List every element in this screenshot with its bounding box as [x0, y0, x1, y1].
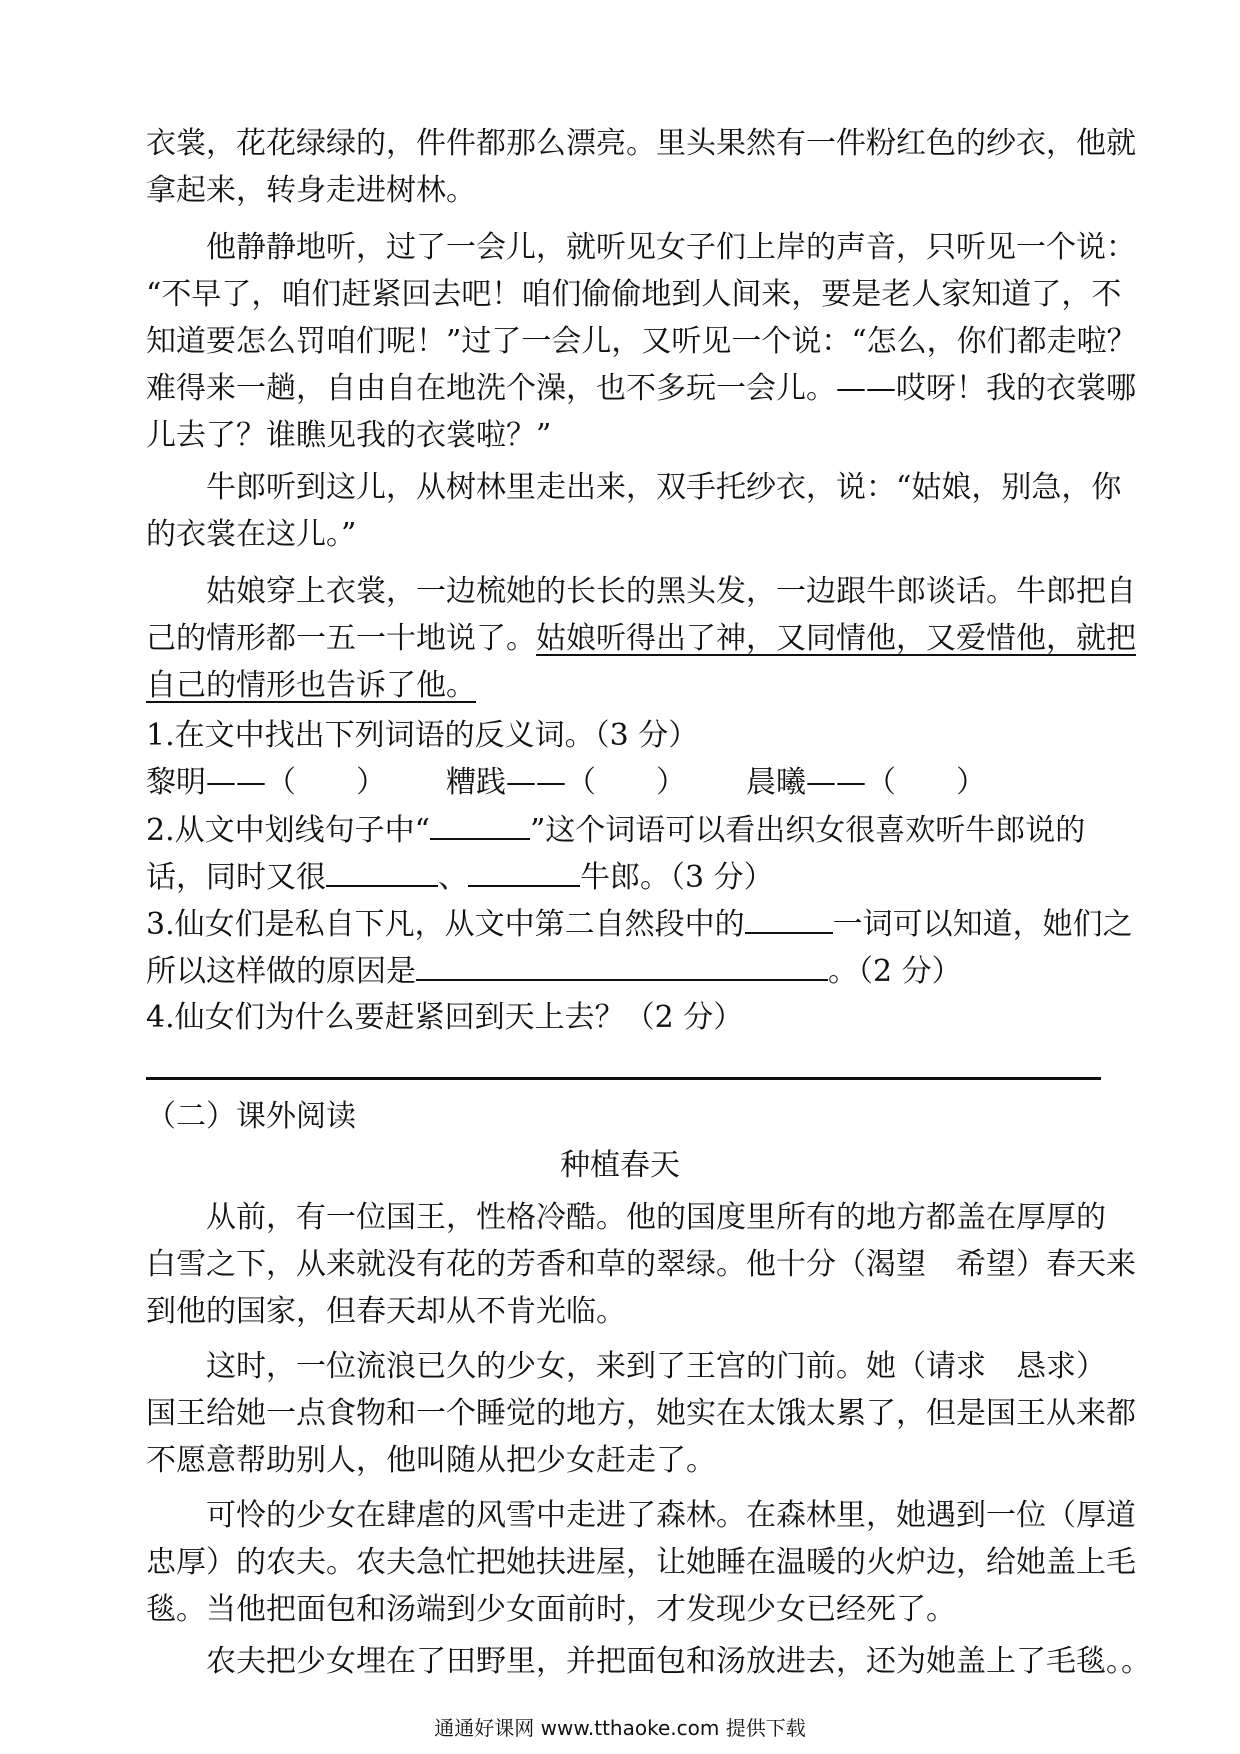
footer-credit: 通通好课网 www.tthaoke.com 提供下载 — [434, 1716, 806, 1740]
question-3-text: 一词可以知道，她们之 — [832, 907, 1133, 942]
passage-line: “不早了，咱们赶紧回去吧！咱们偷偷地到人间来，要是老人家知道了，不 — [146, 277, 1122, 312]
question-3-text: 。（2 分） — [828, 954, 962, 989]
question-3-text: 3.仙女们是私自下凡，从文中第二自然段中的 — [146, 907, 745, 942]
passage-line: 姑娘穿上衣裳，一边梳她的长长的黑头发，一边跟牛郎谈话。牛郎把自 — [146, 574, 1136, 609]
article-line: 白雪之下，从来就没有花的芳香和草的翠绿。他十分（渴望 希望）春天来 — [146, 1247, 1136, 1282]
question-1-items — [146, 761, 1101, 805]
article-line: 这时，一位流浪已久的少女，来到了王宫的门前。她（请求 恳求） — [146, 1349, 1106, 1384]
article-line: 国王给她一点食物和一个睡觉的地方，她实在太饿太累了，但是国王从来都 — [146, 1396, 1136, 1431]
passage-line: 衣裳，花花绿绿的，件件都那么漂亮。里头果然有一件粉红色的纱衣，他就 — [146, 126, 1136, 161]
passage-line: 的衣裳在这儿。” — [146, 517, 357, 552]
answer-line[interactable] — [146, 1077, 1101, 1080]
passage-line: 知道要怎么罚咱们呢！”过了一会儿，又听见一个说：“怎么，你们都走啦？ — [146, 324, 1137, 359]
underlined-sentence: 自己的情形也告诉了他。 — [146, 668, 476, 703]
question-3 — [146, 902, 1133, 947]
passage-line: 牛郎听到这儿，从树林里走出来，双手托纱衣，说：“姑娘，别急，你 — [146, 470, 1122, 505]
answer-blank[interactable] — [430, 808, 530, 840]
question-2 — [146, 808, 1101, 853]
question-2-text: 牛郎。（3 分） — [580, 860, 774, 895]
underlined-sentence: 姑娘听得出了神，又同情他，又爱惜他，就把 — [536, 621, 1136, 656]
question-3-text: 所以这样做的原因是 — [146, 954, 416, 989]
antonym-item: 晨曦——（ ） — [746, 765, 986, 800]
passage-line: 拿起来，转身走进树林。 — [146, 173, 476, 208]
article-line: 不愿意帮助别人，他叫随从把少女赶走了。 — [146, 1443, 716, 1478]
question-2-cont — [146, 855, 1101, 900]
question-1: 1.在文中找出下列词语的反义词。（3 分） — [146, 718, 699, 753]
article-line: 可怜的少女在肆虐的风雪中走进了森林。在森林里，她遇到一位（厚道 — [146, 1498, 1136, 1533]
answer-blank[interactable] — [416, 949, 828, 981]
passage-line-underlined — [146, 617, 1136, 661]
answer-blank[interactable] — [745, 902, 833, 934]
antonym-item: 黎明——（ ） — [146, 765, 386, 800]
section-heading: （二）课外阅读 — [146, 1099, 356, 1134]
article-line: 从前，有一位国王，性格冷酷。他的国度里所有的地方都盖在厚厚的 — [146, 1200, 1106, 1235]
question-2-text: ”这个词语可以看出织女很喜欢听牛郎说的 — [529, 813, 1086, 848]
article-line: 到他的国家，但春天却从不肯光临。 — [146, 1294, 626, 1329]
article-line: 忠厚）的农夫。农夫急忙把她扶进屋，让她睡在温暖的火炉边，给她盖上毛 — [146, 1545, 1136, 1580]
passage-line-underlined — [146, 664, 1101, 708]
article-title: 种植春天 — [560, 1148, 680, 1183]
question-3-cont — [146, 949, 1101, 994]
passage-line: 他静静地听，过了一会儿，就听见女子们上岸的声音，只听见一个说： — [146, 230, 1136, 265]
antonym-item: 糟践——（ ） — [446, 765, 686, 800]
question-4: 4.仙女们为什么要赶紧回到天上去？（2 分） — [146, 1000, 744, 1035]
question-2-text: 、 — [438, 860, 468, 895]
passage-line: 儿去了？谁瞧见我的衣裳啦？” — [146, 418, 552, 453]
article-line: 毯。当他把面包和汤端到少女面前时，才发现少女已经死了。 — [146, 1592, 956, 1627]
answer-blank[interactable] — [326, 855, 438, 887]
passage-line: 难得来一趟，自由自在地洗个澡，也不多玩一会儿。——哎呀！我的衣裳哪 — [146, 371, 1136, 406]
answer-blank[interactable] — [468, 855, 580, 887]
plain-text: 己的情形都一五一十地说了。 — [146, 621, 536, 656]
question-2-text: 2.从文中划线句子中“ — [146, 813, 430, 848]
question-2-text: 话，同时又很 — [146, 860, 326, 895]
article-line: 农夫把少女埋在了田野里，并把面包和汤放进去，还为她盖上了毛毯。。 — [146, 1644, 1151, 1679]
